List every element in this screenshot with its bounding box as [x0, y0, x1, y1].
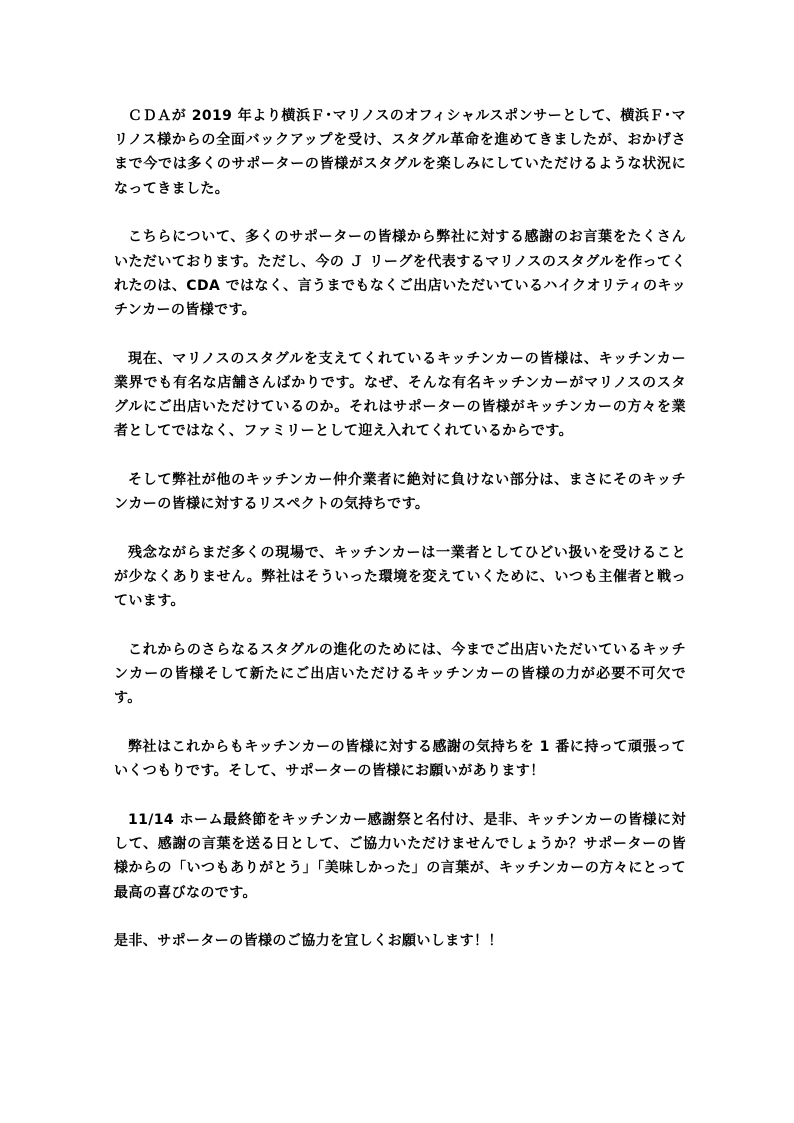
closing-line: 是非、サポーターの皆様のご協力を宜しくお願いします！！ — [114, 933, 503, 950]
paragraph-kitchen-cars: 現在、マリノスのスタグルを支えてくれているキッチンカーの皆様は、キッチンカー業界でも有名な店舗さんばかりです。なぜ、そんな有名キッチンカーがマリノスのスタグルにご出店いただけているのか。それはサポーターの皆様がキッチンカーの方々を業者としてではなく、ファミリーとして迎え入れてくれているからです。 — [114, 350, 686, 440]
paragraph-request: 弊社はこれからもキッチンカーの皆様に対する感謝の気持ちを 1 番に持って頑張っていくつもりです。そして、サポーターの皆様にお願いがあります！ — [114, 739, 686, 780]
paragraph-sponsorship: ＣＤＡが 2019 年より横浜Ｆ･マリノスのオフィシャルスポンサーとして、横浜Ｆ･マリノス様からの全面バックアップを受け、スタグル革命を進めてきましたが、おかげさまで今では多くのサポーターの皆様がスタグルを楽しみにしていただけるような状況になってきました。 — [114, 108, 686, 197]
paragraph-future: これからのさらなるスタグルの進化のためには、今までご出店いただいているキッチンカーの皆様そして新たにご出店いただけるキッチンカーの皆様の力が必要不可欠です。 — [114, 641, 686, 707]
letter-body — [114, 104, 686, 978]
paragraph-appreciation-day: 11/14 ホーム最終節をキッチンカー感謝祭と名付け、是非、キッチンカーの皆様に対して、感謝の言葉を送る日として、ご協力いただけませんでしょうか？サポーターの皆様からの「いつもありがとう」「美味しかった」の言葉が、キッチンカーの方々にとって最高の喜びなのです。 — [114, 811, 686, 901]
paragraph-environment: 残念ながらまだ多くの現場で、キッチンカーは一業者としてひどい扱いを受けることが少なくありません。弊社はそういった環境を変えていくために、いつも主催者と戦っています。 — [114, 544, 686, 610]
paragraph-respect: そして弊社が他のキッチンカー仲介業者に絶対に負けない部分は、まさにそのキッチンカーの皆様に対するリスペクトの気持ちです。 — [114, 471, 686, 513]
paragraph-thanks: こちらについて、多くのサポーターの皆様から弊社に対する感謝のお言葉をたくさんいただいております。ただし、今の Ｊ リーグを代表するマリノスのスタグルを作ってくれたのは、CDA ではなく、言うまでもなくご出店いただいているハイクオリティのキッチンカーの皆様です。 — [114, 229, 686, 318]
